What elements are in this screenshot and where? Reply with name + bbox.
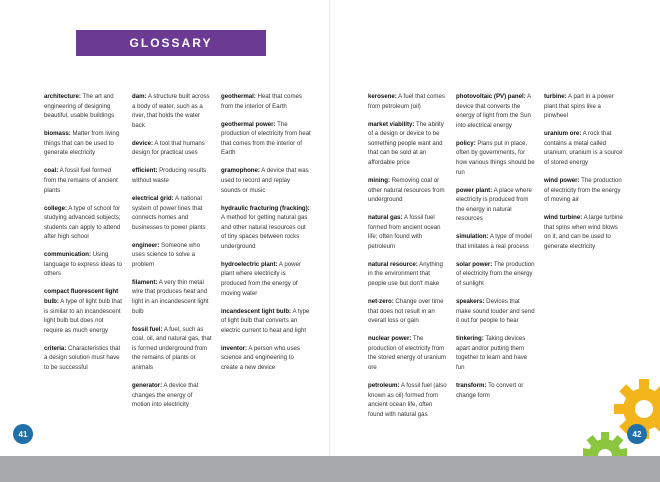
- glossary-term: dam:: [132, 93, 147, 100]
- glossary-entry: [132, 139, 212, 158]
- glossary-definition: A type of model that imitates a real process: [456, 233, 532, 250]
- glossary-term: incandescent light bulb:: [221, 307, 292, 315]
- glossary-definition: A type of school for studying advanced subjects; students can apply to attend after high school: [44, 204, 121, 241]
- glossary-term: net-zero:: [368, 298, 394, 306]
- glossary-entry: [456, 186, 536, 224]
- glossary-definition: A power plant where electricity is produced from the energy of moving water: [221, 260, 301, 297]
- glossary-definition: The production of electricity from the stored energy of uranium ore: [368, 335, 446, 371]
- glossary-term: gramophone:: [221, 167, 260, 175]
- glossary-definition: A device that was used to record and replay sounds or music: [221, 167, 309, 194]
- glossary-column-4: [368, 92, 448, 428]
- glossary-column-3: [221, 92, 311, 381]
- glossary-term: mining:: [368, 176, 391, 184]
- glossary-term: power plant:: [456, 186, 493, 194]
- banner-title: GLOSSARY: [129, 36, 213, 50]
- glossary-definition: A fossil fuel formed from ancient ocean life; often found with petroleum: [368, 214, 441, 250]
- glossary-definition: Producing results without waste: [132, 167, 207, 184]
- glossary-definition: A device that converts the energy of light from the Sun into electrical energy: [456, 93, 531, 129]
- glossary-entry: [221, 307, 311, 336]
- glossary-entry: [132, 278, 212, 316]
- glossary-definition: A tool that humans design for practical uses: [132, 139, 205, 157]
- glossary-term: criteria:: [44, 344, 67, 352]
- glossary-definition: A part in a power plant that spins like a pinwheel: [544, 93, 614, 120]
- glossary-definition: Devices that make sound louder and send it out for people to hear: [456, 298, 535, 325]
- glossary-term: hydroelectric plant:: [221, 260, 278, 268]
- glossary-definition: The production of electricity from the energy of sunlight: [456, 260, 535, 288]
- glossary-entry: [221, 344, 311, 373]
- glossary-definition: Change over time that does not result in an overall loss or gain: [368, 298, 444, 325]
- glossary-entry: [221, 204, 311, 252]
- glossary-entry: [368, 297, 448, 326]
- glossary-term: wind power:: [544, 176, 580, 184]
- glossary-entry: [132, 194, 212, 232]
- glossary-definition: A method for getting natural gas and other natural resources out of tiny spaces between rocks underground: [221, 214, 308, 250]
- glossary-term: speakers:: [456, 298, 485, 306]
- glossary-banner: [76, 30, 266, 56]
- glossary-entry: [368, 260, 448, 289]
- glossary-term: geothermal:: [221, 93, 256, 100]
- glossary-definition: Plans put in place, often by governments, for how various things should be run: [456, 139, 535, 176]
- glossary-entry: [456, 297, 536, 326]
- glossary-definition: A device that changes the energy of motion into electricity: [132, 381, 199, 409]
- glossary-term: transform:: [456, 381, 487, 389]
- page-number-left: 41: [13, 424, 33, 444]
- glossary-definition: A person who uses science and engineering to create a new device: [221, 344, 300, 371]
- glossary-term: petroleum:: [368, 381, 400, 389]
- glossary-entry: [132, 166, 212, 185]
- glossary-term: biomass:: [44, 130, 71, 138]
- glossary-definition: A place where electricity is produced from the energy in natural resources: [456, 186, 532, 223]
- glossary-entry: [132, 92, 212, 130]
- glossary-definition: A fossil fuel (also known as oil) formed from ancient ocean life, often found with natural gas: [368, 381, 447, 418]
- glossary-definition: A national system of power lines that connects homes and businesses to power plants: [132, 194, 206, 231]
- glossary-definition: A large turbine that spins when wind blows on it, and can be used to generate electricity: [544, 214, 623, 250]
- glossary-entry: [221, 260, 311, 298]
- glossary-definition: The ability of a design or device to be something people want and that can be sold at an affordable price: [368, 120, 444, 166]
- bottom-bar: [0, 456, 660, 482]
- glossary-definition: Someone who uses science to solve a problem: [132, 241, 201, 268]
- glossary-term: fossil fuel:: [132, 325, 163, 333]
- glossary-definition: A fuel that comes from petroleum (oil): [368, 93, 445, 110]
- glossary-term: electrical grid:: [132, 194, 174, 202]
- glossary-definition: Using language to express ideas to others: [44, 251, 122, 278]
- glossary-term: market viability:: [368, 120, 415, 128]
- glossary-entry: [44, 92, 124, 121]
- glossary-term: generator:: [132, 381, 163, 389]
- glossary-term: coal:: [44, 167, 59, 175]
- glossary-term: hydraulic fracturing (fracking):: [221, 204, 310, 212]
- glossary-definition: Heat that comes from the interior of Earth: [221, 93, 302, 110]
- glossary-entry: [544, 92, 624, 121]
- glossary-column-5: [456, 92, 536, 409]
- glossary-definition: Characteristics that a design solution must have to be successful: [44, 344, 121, 371]
- glossary-entry: [44, 166, 124, 195]
- glossary-entry: [132, 381, 212, 410]
- glossary-term: natural resource:: [368, 260, 418, 268]
- glossary-entry: [221, 166, 311, 195]
- glossary-term: efficient:: [132, 167, 158, 175]
- glossary-definition: The art and engineering of designing beautiful, usable buildings: [44, 93, 115, 120]
- glossary-entry: [456, 381, 536, 400]
- glossary-term: wind turbine:: [544, 214, 583, 222]
- glossary-column-6: [544, 92, 624, 260]
- glossary-term: geothermal power:: [221, 120, 276, 128]
- glossary-term: photovoltaic (PV) panel:: [456, 93, 526, 100]
- glossary-entry: [368, 334, 448, 372]
- glossary-term: turbine:: [544, 93, 567, 100]
- glossary-definition: Matter from living things that can be used to generate electricity: [44, 130, 120, 157]
- glossary-term: policy:: [456, 139, 476, 147]
- glossary-term: device:: [132, 139, 154, 147]
- glossary-entry: [44, 287, 124, 335]
- glossary-entry: [544, 129, 624, 167]
- glossary-entry: [44, 129, 124, 158]
- glossary-entry: [44, 204, 124, 242]
- glossary-term: filament:: [132, 278, 158, 286]
- glossary-definition: A very thin metal wire that produces heat and light in an incandescent light bulb: [132, 278, 209, 315]
- glossary-definition: A fossil fuel formed from the remains of ancient plants: [44, 167, 118, 194]
- glossary-term: engineer:: [132, 241, 160, 249]
- glossary-term: nuclear power:: [368, 335, 412, 343]
- glossary-term: uranium ore:: [544, 130, 582, 138]
- glossary-definition: The production of electricity from heat that comes from the interior of Earth: [221, 120, 311, 157]
- glossary-term: solar power:: [456, 260, 493, 268]
- glossary-entry: [456, 232, 536, 251]
- glossary-term: inventor:: [221, 344, 248, 352]
- glossary-entry: [456, 260, 536, 289]
- glossary-entry: [221, 92, 311, 111]
- glossary-entry: [456, 92, 536, 130]
- glossary-column-2: [132, 92, 212, 418]
- glossary-entry: [368, 120, 448, 168]
- page-number-right: 42: [627, 424, 647, 444]
- glossary-term: natural gas:: [368, 214, 403, 222]
- glossary-entry: [544, 176, 624, 205]
- glossary-definition: Anything in the environment that people use but don't make: [368, 260, 443, 288]
- glossary-definition: Taking devices apart and/or putting them together to learn and have fun: [456, 335, 528, 371]
- book-spine: [329, 0, 331, 456]
- glossary-definition: To convert or change form: [456, 381, 524, 399]
- glossary-definition: A rock that contains a metal called uranium; uranium is a source of stored energy: [544, 130, 623, 166]
- glossary-definition: A fuel, such as coal, oil, and natural gas, that is formed underground from the remains of plants or animals: [132, 325, 212, 371]
- glossary-entry: [368, 92, 448, 111]
- glossary-term: tinkering:: [456, 335, 484, 343]
- green-gear-icon: [583, 432, 627, 456]
- glossary-term: communication:: [44, 251, 92, 259]
- glossary-term: simulation:: [456, 233, 489, 241]
- glossary-term: college:: [44, 204, 68, 212]
- glossary-entry: [132, 325, 212, 373]
- glossary-entry: [456, 334, 536, 372]
- glossary-definition: A type of light bulb that converts an electric current to heat and light: [221, 307, 310, 334]
- glossary-column-1: [44, 92, 124, 381]
- glossary-entry: [544, 213, 624, 251]
- glossary-entry: [368, 213, 448, 251]
- glossary-entry: [132, 241, 212, 270]
- glossary-entry: [456, 139, 536, 177]
- glossary-term: architecture:: [44, 93, 81, 100]
- glossary-definition: Removing coal or other natural resources from underground: [368, 176, 445, 204]
- glossary-entry: [368, 176, 448, 205]
- glossary-definition: A type of light bulb that is similar to an incandescent light bulb but does not require as much energy: [44, 298, 122, 334]
- glossary-definition: A structure built across a body of water, such as a river, that holds the water back: [132, 93, 210, 129]
- glossary-definition: The production of electricity from the energy of moving air: [544, 176, 622, 204]
- glossary-term: compact fluorescent light bulb:: [44, 288, 119, 306]
- glossary-entry: [44, 250, 124, 279]
- glossary-entry: [368, 381, 448, 419]
- glossary-entry: [221, 120, 311, 158]
- glossary-term: kerosene:: [368, 93, 397, 100]
- glossary-entry: [44, 344, 124, 373]
